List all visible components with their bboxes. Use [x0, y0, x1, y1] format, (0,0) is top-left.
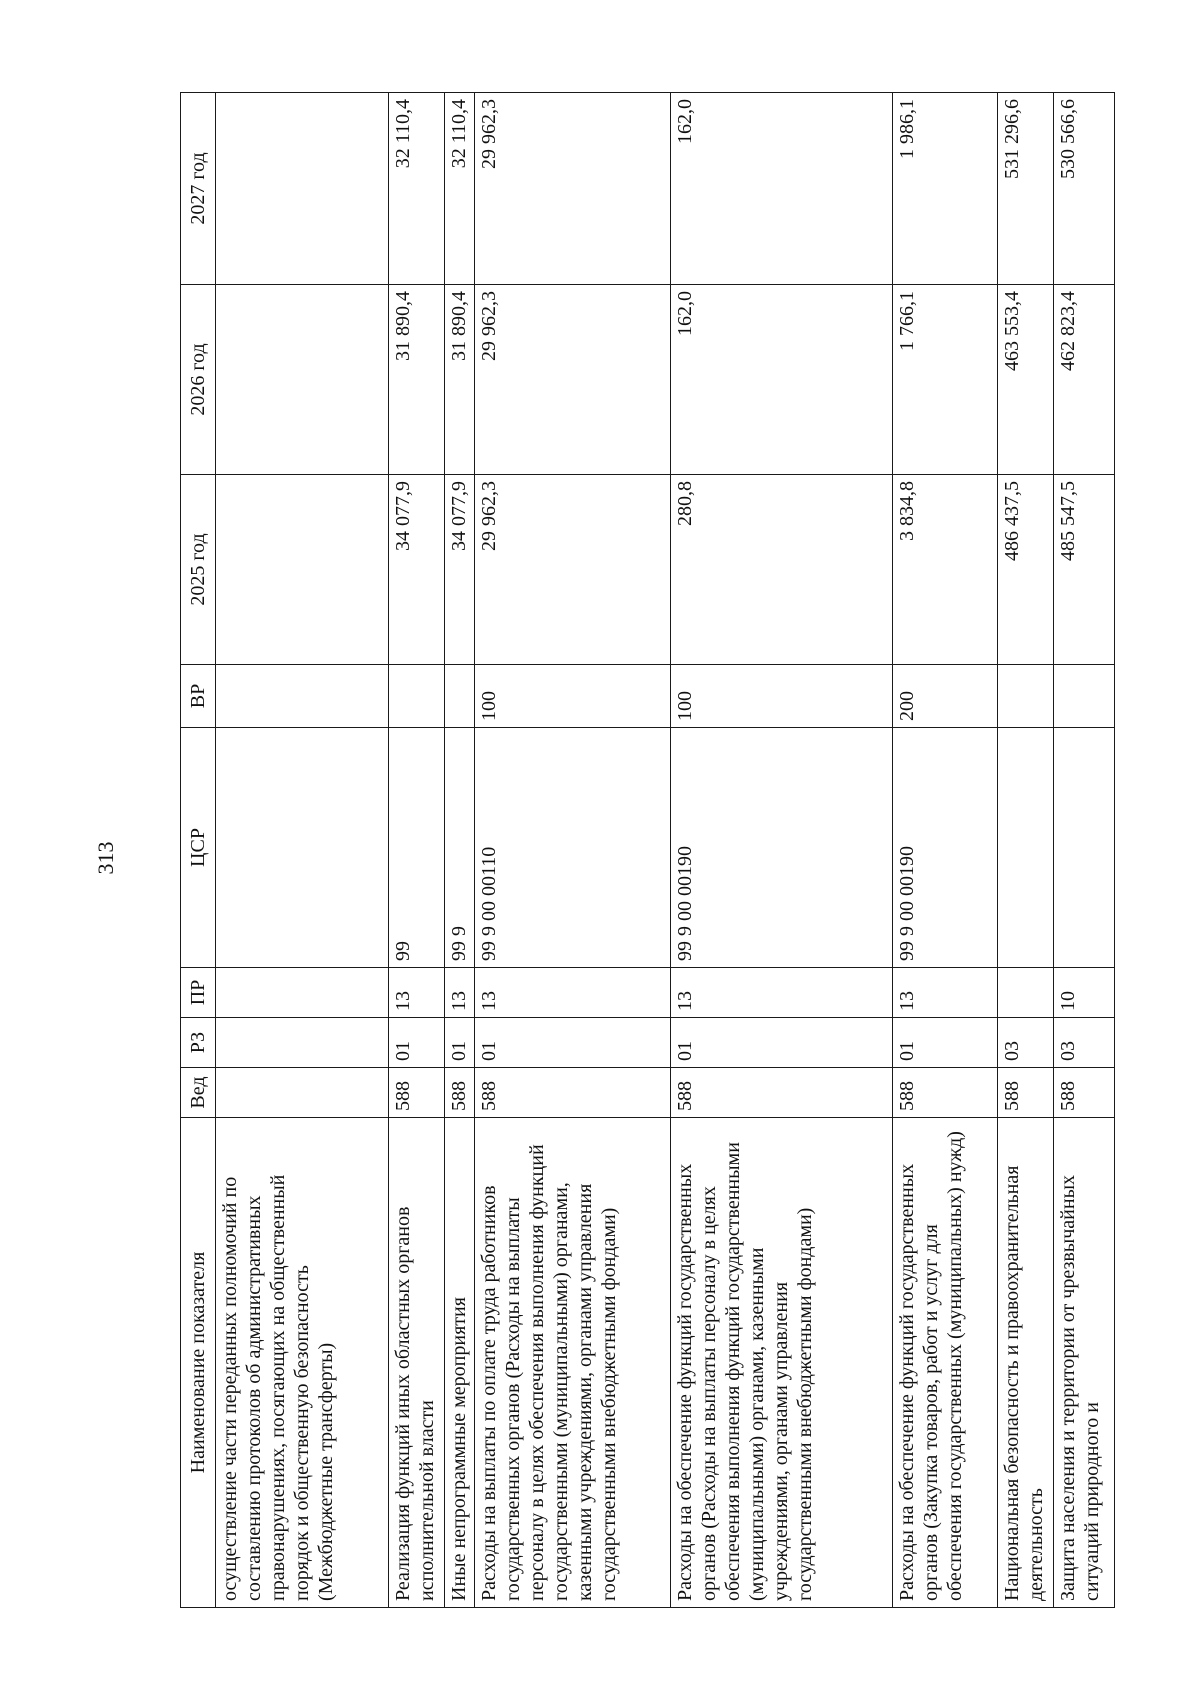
table-row: [216, 93, 389, 1608]
row-rz: 01: [893, 1018, 998, 1068]
row-name: Национальная безопасность и правоохранительная деятельность: [997, 1118, 1054, 1608]
row-2027: [216, 93, 389, 285]
row-2027: 32 110,4: [445, 93, 475, 285]
row-csr: 99 9 00 00190: [893, 728, 998, 968]
row-2027: 29 962,3: [475, 93, 671, 285]
row-vr: 100: [475, 665, 671, 728]
row-2026: 29 962,3: [475, 285, 671, 475]
header-ved: Вед: [181, 1068, 216, 1118]
row-2026: 31 890,4: [388, 285, 445, 475]
row-2026: 31 890,4: [445, 285, 475, 475]
row-pr: 13: [388, 968, 445, 1018]
row-ved: 588: [1054, 1068, 1115, 1118]
row-vr: [1054, 665, 1115, 728]
row-csr: 99 9: [445, 728, 475, 968]
header-2025: 2025 год: [181, 475, 216, 665]
row-2025: 486 437,5: [997, 475, 1054, 665]
row-csr: 99 9 00 00110: [475, 728, 671, 968]
row-2025: 3 834,8: [893, 475, 998, 665]
row-ved: 588: [997, 1068, 1054, 1118]
row-vr: [445, 665, 475, 728]
row-ved: 588: [671, 1068, 893, 1118]
row-name: Реализация функций иных областных органов исполнительной власти: [388, 1118, 445, 1608]
row-name: Иные непрограммные мероприятия: [445, 1118, 475, 1608]
row-pr: 13: [475, 968, 671, 1018]
table-row: [388, 93, 445, 1608]
row-vr: 100: [671, 665, 893, 728]
row-rz: 01: [475, 1018, 671, 1068]
row-rz: 01: [388, 1018, 445, 1068]
row-2026: 463 553,4: [997, 285, 1054, 475]
row-rz: 01: [445, 1018, 475, 1068]
row-name: Расходы на обеспечение функций государственных органов (Закупка товаров, работ и услуг для обеспечения государственных (муниципальных) нужд): [893, 1118, 998, 1608]
row-name: осуществление части переданных полномочий по составлению протоколов об административных правонарушениях, посягающих на общественный порядок и общественную безопасность (Межбюджетные трансферты): [216, 1118, 389, 1608]
row-2026: 162,0: [671, 285, 893, 475]
row-pr: 13: [671, 968, 893, 1018]
row-2025: 29 962,3: [475, 475, 671, 665]
row-2025: 34 077,9: [388, 475, 445, 665]
header-name: Наименование показателя: [181, 1118, 216, 1608]
row-csr: 99 9 00 00190: [671, 728, 893, 968]
header-rz: РЗ: [181, 1018, 216, 1068]
row-pr: 13: [445, 968, 475, 1018]
header-2026: 2026 год: [181, 285, 216, 475]
row-name: Расходы на обеспечение функций государственных органов (Расходы на выплаты персоналу в целях обеспечения выполнения функций государственными (муниципальными) органами, казенными учреждениями, органами управления государственными внебюджетными фондами): [671, 1118, 893, 1608]
table-row: [671, 93, 893, 1608]
row-2027: 1 986,1: [893, 93, 998, 285]
row-2025: 34 077,9: [445, 475, 475, 665]
budget-table-wrapper: [180, 93, 1115, 1608]
row-rz: 01: [671, 1018, 893, 1068]
row-csr: [1054, 728, 1115, 968]
header-vr: ВР: [181, 665, 216, 728]
row-pr: 13: [893, 968, 998, 1018]
table-row: [445, 93, 475, 1608]
row-vr: 200: [893, 665, 998, 728]
row-2026: 462 823,4: [1054, 285, 1115, 475]
row-2027: 530 566,6: [1054, 93, 1115, 285]
budget-table: [180, 92, 1115, 1608]
row-ved: 588: [893, 1068, 998, 1118]
row-2026: [216, 285, 389, 475]
row-2027: 32 110,4: [388, 93, 445, 285]
row-rz: 03: [997, 1018, 1054, 1068]
row-ved: 588: [475, 1068, 671, 1118]
row-pr: [997, 968, 1054, 1018]
row-ved: [216, 1068, 389, 1118]
header-2027: 2027 год: [181, 93, 216, 285]
row-2025: [216, 475, 389, 665]
row-csr: 99: [388, 728, 445, 968]
row-2025: 280,8: [671, 475, 893, 665]
header-csr: ЦСР: [181, 728, 216, 968]
row-name: Защита населения и территории от чрезвычайных ситуаций природного и: [1054, 1118, 1115, 1608]
row-rz: [216, 1018, 389, 1068]
table-header-row: [181, 93, 216, 1608]
row-2025: 485 547,5: [1054, 475, 1115, 665]
row-vr: [388, 665, 445, 728]
row-name: Расходы на выплаты по оплате труда работников государственных органов (Расходы на выплаты персоналу в целях обеспечения выполнения функций государственными (муниципальными) органами, казенными учреждениями, органами управления государственными внебюджетными фондами): [475, 1118, 671, 1608]
page-number: 313: [93, 841, 118, 875]
table-row: [475, 93, 671, 1608]
row-2027: 162,0: [671, 93, 893, 285]
header-pr: ПР: [181, 968, 216, 1018]
row-2027: 531 296,6: [997, 93, 1054, 285]
row-rz: 03: [1054, 1018, 1115, 1068]
row-pr: 10: [1054, 968, 1115, 1018]
row-ved: 588: [388, 1068, 445, 1118]
row-csr: [997, 728, 1054, 968]
row-vr: [997, 665, 1054, 728]
table-row: [1054, 93, 1115, 1608]
row-pr: [216, 968, 389, 1018]
row-csr: [216, 728, 389, 968]
row-vr: [216, 665, 389, 728]
row-ved: 588: [445, 1068, 475, 1118]
table-row: [893, 93, 998, 1608]
row-2026: 1 766,1: [893, 285, 998, 475]
table-row: [997, 93, 1054, 1608]
